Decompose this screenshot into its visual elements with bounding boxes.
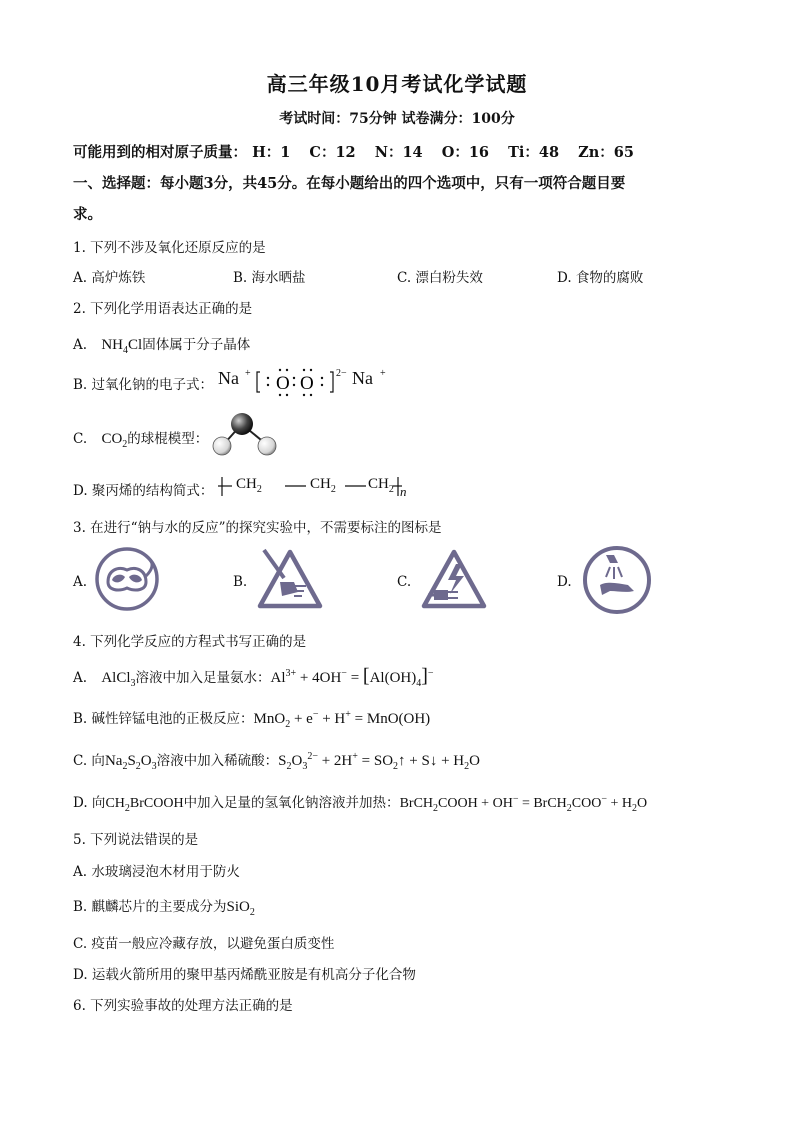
mass-h: H：1 bbox=[252, 144, 291, 161]
q1-option-c: C. 漂白粉失效 bbox=[397, 270, 483, 286]
q4-option-d: D. 向$CH_2BrCOOH$中加入足量的氢氧化钠溶液并加热：BrCH$_2$COOH + OH− = BrCH$_2$COO− + $H_2O$ bbox=[73, 793, 648, 814]
co2-formula: CO bbox=[101, 431, 123, 447]
question-5-stem: 5. 下列说法错误的是 bbox=[73, 832, 199, 848]
q3-option-d: D. bbox=[557, 574, 572, 590]
q2-a-text: 固体属于分子晶体 bbox=[142, 337, 251, 353]
section-heading: 一、选择题：每小题3分，共45分。在每小题给出的四个选项中，只有一项符合题目要 bbox=[73, 175, 626, 192]
atomic-mass-line bbox=[73, 141, 648, 162]
mass-ti: Ti：48 bbox=[508, 144, 560, 161]
q2-option-d: D. 聚丙烯的结构简式： bbox=[73, 483, 214, 499]
svg-text:O: O bbox=[276, 373, 290, 394]
mass-zn: Zn：65 bbox=[578, 144, 634, 161]
question-4-stem: 4. 下列化学反应的方程式书写正确的是 bbox=[73, 634, 307, 650]
q1-option-d: D. 食物的腐败 bbox=[557, 270, 644, 286]
peroxide-ion-structure bbox=[254, 368, 344, 398]
q1-option-b: B. 海水晒盐 bbox=[233, 270, 306, 286]
q5-option-b: B. 麒麟芯片的主要成分为SiO$_2$ bbox=[73, 899, 255, 918]
question-6-stem: 6. 下列实验事故的处理方法正确的是 bbox=[73, 998, 293, 1014]
q2-option-a: A. $NH_4Cl$固体属于分子晶体 bbox=[73, 337, 251, 356]
q2-option-b bbox=[73, 373, 213, 393]
question-2-stem: 2. 下列化学用语表达正确的是 bbox=[73, 301, 253, 317]
q4-option-a: A. AlCl$_3$溶液中加入足量氨水：$Al^{3+} + 4OH^- = [Al(OH)_4]^-$ bbox=[73, 665, 434, 689]
section-heading-cont: 求。 bbox=[73, 206, 102, 223]
exam-page: 高三年级10月考试化学试题 考试时间：75分钟 试卷满分：100分 可能用到的相对原子质量： H：1 C：12 N：14 O：16 Ti：48 Zn：65 一、选择题：每小题3分，共45分。在每小题给出的四个选项中，只有一项符合题目要 求。 1. 下列不涉及氧化还原反应的是 A. 高炉炼铁 B. 海水晒盐 C. 漂白粉失效 D. 食物的腐败 2. 下列化学用语表达正确的是 A. $NH_4Cl$固体属于分子晶体 B. 过氧化钠的电子式： Na + O O 2− Na + C. $CO_2$的球棍模型： D. 聚丙烯的结构简式： $CH_2$ $CH_2$ $CH_2$ n 3. 在进行“钠与水的反应”的探究实验中，不需要标注的图标是 A. B. C. D. 4. 下列化学反应的方程式书写正确的是 A. AlCl$_3$溶液中加入足量氨水：$Al^{3+} + 4OH^- = [Al(OH)_4]^-$ B. 碱性锌锰电池的正极反应：MnO$_2$ + e− + H+ = MnO(OH) C. 向$Na_2S_2O_3$溶液中加入稀硫酸：$S_2O_3^{2-} + 2H^+$ = $SO_2↑$ + S↓ + $H_2O$ D. 向$CH_2BrCOOH$中加入足量的氢氧化钠溶液并加热：BrCH$_2$COOH + OH− = BrCH$_2$COO− + $H_2O$ 5. 下列说法错误的是 A. 水玻璃浸泡木材用于防火 B. 麒麟芯片的主要成分为SiO$_2$ C. 疫苗一般应冷藏存放，以避免蛋白质变性 D. 运载火箭所用的聚甲基丙烯酰亚胺是有机高分子化合物 6. 下列实验事故的处理方法正确的是 bbox=[0, 0, 794, 1123]
q4-option-c: C. 向$Na_2S_2O_3$溶液中加入稀硫酸：$S_2O_3^{2-} + 2H^+$ = $SO_2↑$ + S↓ + $H_2O$ bbox=[73, 751, 480, 772]
atomic-mass-label: 可能用到的相对原子质量： bbox=[73, 144, 247, 161]
sharp-object-icon bbox=[254, 546, 326, 612]
q3-option-c: C. bbox=[397, 574, 412, 590]
mass-n: N：14 bbox=[374, 144, 423, 161]
q5-option-c: C. 疫苗一般应冷藏存放，以避免蛋白质变性 bbox=[73, 936, 335, 952]
electric-shock-icon bbox=[418, 546, 490, 612]
hand-wash-icon bbox=[582, 545, 652, 615]
exam-info: 考试时间：75分钟 试卷满分：100分 bbox=[279, 111, 515, 127]
q2-option-c: C. $CO_2$的球棍模型： bbox=[73, 431, 209, 450]
q5-option-d: D. 运载火箭所用的聚甲基丙烯酰亚胺是有机高分子化合物 bbox=[73, 967, 416, 983]
question-3-stem: 3. 在进行“钠与水的反应”的探究实验中，不需要标注的图标是 bbox=[73, 520, 442, 536]
page-title: 高三年级10月考试化学试题 bbox=[266, 72, 528, 96]
svg-text:O: O bbox=[300, 373, 314, 394]
nh4cl-formula: NH bbox=[101, 337, 124, 353]
q1-option-a: A. 高炉炼铁 bbox=[73, 270, 146, 286]
question-1-stem: 1. 下列不涉及氧化还原反应的是 bbox=[73, 240, 266, 256]
q2-b-text: B. 过氧化钠的电子式： bbox=[73, 377, 214, 393]
q4-option-b: B. 碱性锌锰电池的正极反应：MnO$_2$ + e− + H+ = MnO(OH) bbox=[73, 709, 431, 730]
goggles-icon bbox=[94, 546, 160, 612]
mass-c: C：12 bbox=[309, 144, 356, 161]
q2-a-prefix: A. bbox=[73, 337, 88, 353]
mass-o: O：16 bbox=[441, 144, 490, 161]
q3-option-a: A. bbox=[73, 574, 88, 590]
q5-option-a: A. 水玻璃浸泡木材用于防火 bbox=[73, 864, 240, 880]
co2-ball-stick-model bbox=[202, 410, 282, 460]
q3-option-b: B. bbox=[233, 574, 248, 590]
polypropylene-structure: $CH_2$ $CH_2$ $CH_2$ n bbox=[236, 476, 407, 499]
